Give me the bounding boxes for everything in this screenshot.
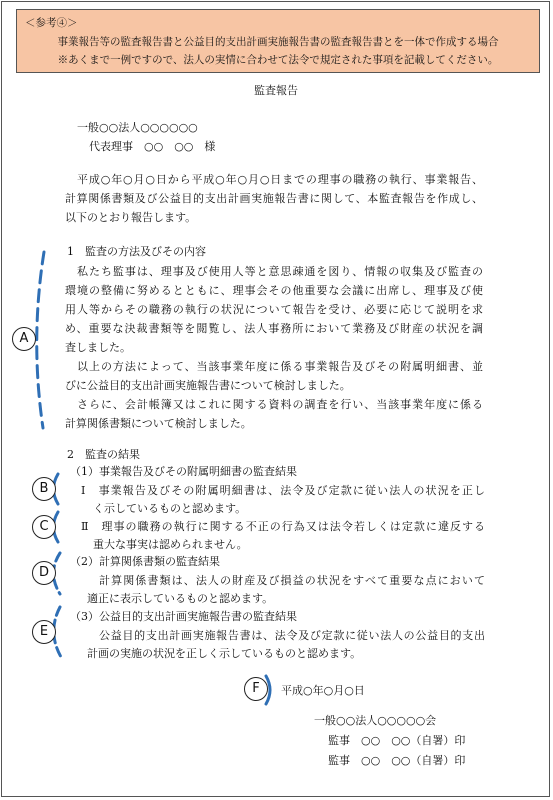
sub1-item2-line-2: 重大な事実は認められません。 bbox=[93, 538, 248, 551]
signature-auditor-1: 監事 ○○ ○○（自署）印 bbox=[328, 734, 466, 747]
sub2-body-line-2: 適正に表示しているものと認めます。 bbox=[87, 592, 274, 605]
marker-e: E bbox=[32, 620, 56, 644]
note-line-2: ※あくまで一例ですので、法人の実情に合わせて法令で規定された事項を記載してください。 bbox=[57, 54, 499, 66]
sub2-heading: （2）計算関係書類の監査結果 bbox=[70, 555, 220, 568]
document-title: 監査報告 bbox=[254, 84, 298, 97]
sub3-heading: （3）公益目的支出計画実施報告書の監査結果 bbox=[70, 610, 297, 623]
note-label: ＜参考④＞ bbox=[25, 17, 78, 29]
note-line-1: 事業報告等の監査報告書と公益目的支出計画実施報告書の監査報告書とを一体で作成する場合 bbox=[57, 36, 499, 48]
sub1-heading: （1）事業報告及びその附属明細書の監査結果 bbox=[70, 465, 297, 478]
section1-para1-line-2: 環境の整備に努めるとともに、理事会その他重要な会議に出席し、理事及び使 bbox=[65, 284, 483, 297]
sub3-body-line-1: 公益目的支出計画実施報告書は、法令及び定款に従い法人の公益目的支出 bbox=[99, 629, 485, 642]
sub1-item1-line-2: く示しているものと認めます。 bbox=[93, 502, 247, 515]
marker-d: D bbox=[32, 561, 56, 585]
marker-b: B bbox=[32, 477, 56, 501]
sub2-body-line-1: 計算関係書類は、法人の財産及び損益の状況をすべて重要な点において bbox=[99, 574, 485, 587]
marker-f: F bbox=[244, 677, 268, 701]
sub3-body-line-2: 計画の実施の状況を正しく示しているものと認めます。 bbox=[87, 647, 362, 660]
section1-para1-line-4: め、重要な決裁書類等を閲覧し、法人事務所において業務及び財産の状況を調 bbox=[65, 322, 483, 335]
signature-org: 一般○○法人○○○○○会 bbox=[314, 714, 437, 727]
section1-para2-line-2: びに公益目的支出計画実施報告書について検討しました。 bbox=[65, 379, 351, 392]
section1-heading: 1 監査の方法及びその内容 bbox=[67, 245, 206, 258]
intro-line-1: 平成○年○月○日から平成○年○月○日までの理事の職務の執行、事業報告、 bbox=[77, 173, 483, 186]
section1-para1-line-3: 用人等からその職務の執行の状況について報告を受け、必要に応じて説明を求 bbox=[65, 303, 483, 316]
sub1-item2-line-1: Ⅱ 理事の職務の執行に関する不正の行為又は法令若しくは定款に違反する bbox=[81, 520, 485, 533]
intro-line-2: 計算関係書類及び公益目的支出計画実施報告書に関して、本監査報告を作成し、 bbox=[65, 192, 483, 205]
section1-para3-line-2: 計算関係書類について検討しました。 bbox=[65, 417, 252, 430]
section2-heading: 2 監査の結果 bbox=[67, 448, 140, 461]
signature-auditor-2: 監事 ○○ ○○（自署）印 bbox=[328, 754, 466, 767]
section1-para2-line-1: 以上の方法によって、当該事業年度に係る事業報告及びその附属明細書、並 bbox=[77, 360, 483, 373]
section1-para1-line-5: 査しました。 bbox=[65, 341, 131, 354]
section1-para3-line-1: さらに、会計帳簿又はこれに関する資料の調査を行い、当該事業年度に係る bbox=[77, 398, 483, 411]
marker-c: C bbox=[32, 515, 56, 539]
addressee-person: 代表理事 ○○ ○○ 様 bbox=[89, 140, 216, 153]
marker-a: A bbox=[12, 327, 36, 351]
bracket-arc-a bbox=[37, 252, 44, 428]
addressee-org: 一般○○法人○○○○○○ bbox=[77, 121, 198, 134]
sub1-item1-line-1: Ⅰ 事業報告及びその附属明細書は、法令及び定款に従い法人の状況を正し bbox=[81, 484, 485, 497]
report-date: 平成○年○月○日 bbox=[281, 684, 365, 697]
section1-para1-line-1: 私たち監事は、理事及び使用人等と意思疎通を図り、情報の収集及び監査の bbox=[77, 265, 483, 278]
intro-line-3: 以下のとおり報告します。 bbox=[65, 211, 197, 224]
